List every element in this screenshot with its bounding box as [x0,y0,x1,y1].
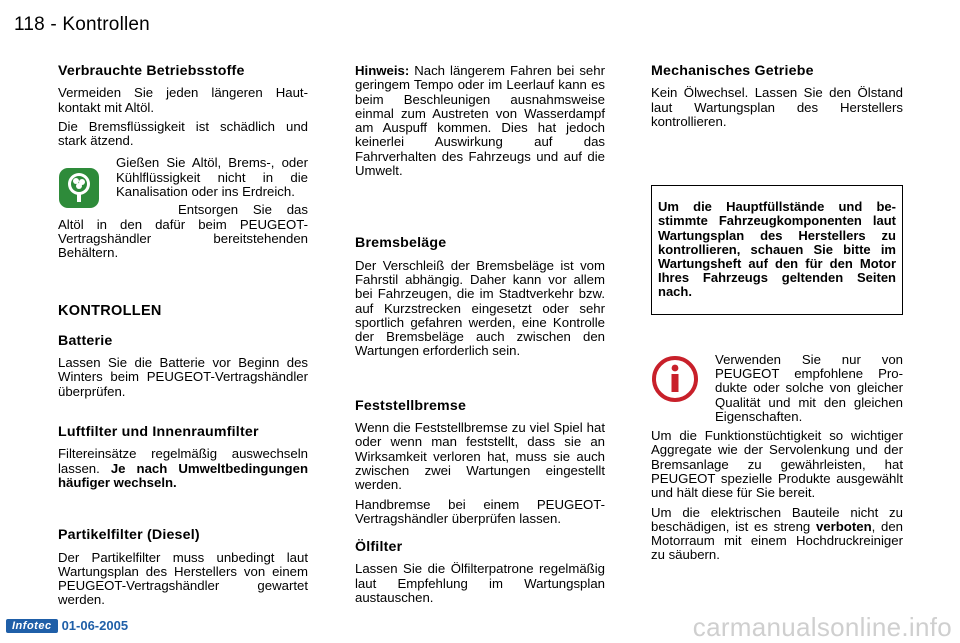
paragraph-partikelfilter: Der Partikelfilter muss unbedingt laut Wartungsplan des Herstellers von einem PEUGEOT-Vertragshändler gewartet werden. [58,549,308,608]
paragraph-hautkontakt: Vermeiden Sie jeden längeren Hautkontakt mit Altöl. [58,85,308,115]
section-title-bremsbelaege: Bremsbeläge [355,235,447,252]
paragraph-feststellbremse-2: Handbremse bei einem PEUGEOT-Vertragshändler überprüfen lassen. [355,496,605,526]
hochdruck-bold: verboten [815,518,872,534]
maintenance-box: Um die Hauptfüllstände und bestimmte Fahrzeugkomponenten laut Wartungsplan des Herstellers zu kontrollieren, schauen Sie bitte im Wartungsheft auf den für den Motor Ihres Fahrzeugs geltenden Seiten nach. [651,185,903,314]
paragraph-luftfilter [58,447,308,490]
hinweis-label: Hinweis: [355,63,410,78]
section-title-luftfilter: Luftfilter und Innenraumfilter [58,424,259,441]
main-heading-kontrollen: KONTROLLEN [58,302,162,319]
tree-icon [58,166,116,210]
column-middle [355,64,605,610]
section-title-betriebsstoffe: Verbrauchte Betriebsstoffe [58,63,245,79]
section-title-partikelfilter: Partikelfilter (Diesel) [58,527,200,544]
watermark: carmanualsonline.info [692,612,952,642]
info-text: Verwenden Sie nur von PEUGEOT empfohlene Produkte oder solche von gleicher Qualität und mit den gleichen Eigenschaften. [715,352,903,424]
info-note [651,353,903,429]
note-kanalisation: Gießen Sie Altöl, Brems-, oder Kühlflüssigkeit nicht in die Kanalisation oder ins Erdreich. [116,156,308,200]
hinweis-text: Nach längerem Fahren bei sehr geringem Tempo oder im Leerlauf kann es beim Beschleunigen ausnahmsweise einmal zum Austreten von Wasserdampf am Auspuff kommen. Dies hat jedoch keinerlei Auswirkung auf das Fahrverhalten des Fahrzeugs und auf die Umwelt. [355,63,605,179]
header-separator: - [50,14,57,35]
paragraph-hochdruckreiniger [651,506,903,563]
paragraph-bremsbelaege: Der Verschleiß der Bremsbeläge ist vom Fahrstil abhängig. Daher kann vor allem bei Fahrzeugen, die im Stadtverkehr bzw. auf Kurzstrecken eingesetzt oder sehr sportlich gefahren werden, eine Kontrolle der Bremsbeläge auch zwischen den Wartungen erforderlich sein. [355,257,605,359]
paragraph-hinweis [355,64,605,178]
paragraph-getriebe: Kein Ölwechsel. Lassen Sie den Ölstand laut Wartungsplan des Herstellers kontrollieren. [651,85,903,129]
info-icon [651,355,707,411]
footer-date: 01-06-2005 [61,618,129,633]
hochdruck-text-a: Um die elektrischen Bauteile nicht zu beschädigen, ist es streng [651,504,903,534]
infotec-logo: Infotec [6,619,58,633]
paragraph-oelfilter: Lassen Sie die Ölfilterpatrone regelmäßig laut Empfehlung im Wartungsplan austauschen. [355,561,605,606]
section-title-batterie: Batterie [58,332,113,349]
footer [6,618,128,633]
page-number: 118 [14,14,45,35]
page-header [14,14,150,36]
section-title-feststellbremse: Feststellbremse [355,397,467,414]
paragraph-feststellbremse-1: Wenn die Feststellbremse zu viel Spiel hat oder wenn man feststellt, dass sie an Wirksamkeit verloren hat, muss sie auch zwischen zwei Wartungen eingestellt werden. [355,420,605,493]
note-entsorgen: Entsorgen Sie das Altöl in den dafür beim PEUGEOT-Vertragshändler bereitstehenden Behältern. [58,202,308,261]
luftfilter-bold: Je nach Umweltbedingungen häufiger wechseln. [58,460,308,490]
page-title: Kontrollen [62,14,150,35]
section-title-oelfilter: Ölfilter [355,539,403,556]
paragraph-batterie: Lassen Sie die Batterie vor Beginn des Winters beim PEUGEOT-Vertragshändler überprüfen. [58,355,308,399]
paragraph-bremsfluessigkeit: Die Bremsflüssigkeit ist schädlich und stark ätzend. [58,118,308,149]
column-left [58,64,308,613]
luftfilter-text: Filtereinsätze regelmäßig auswechseln lassen. [58,446,308,476]
column-right [651,64,903,568]
paragraph-funktionstuechtigkeit: Um die Funktionstüchtigkeit so wichtiger Aggregate wie der Servolenkung und der Bremsanlage zu gewährleisten, hat PEUGEOT spezielle Produkte ausgewählt und hält diese für Sie bereit. [651,428,903,501]
eco-note [58,156,308,265]
hochdruck-text-b: , den Motorraum mit einem Hochdruckreiniger zu säubern. [651,518,903,563]
section-title-getriebe: Mechanisches Getriebe [651,63,814,79]
